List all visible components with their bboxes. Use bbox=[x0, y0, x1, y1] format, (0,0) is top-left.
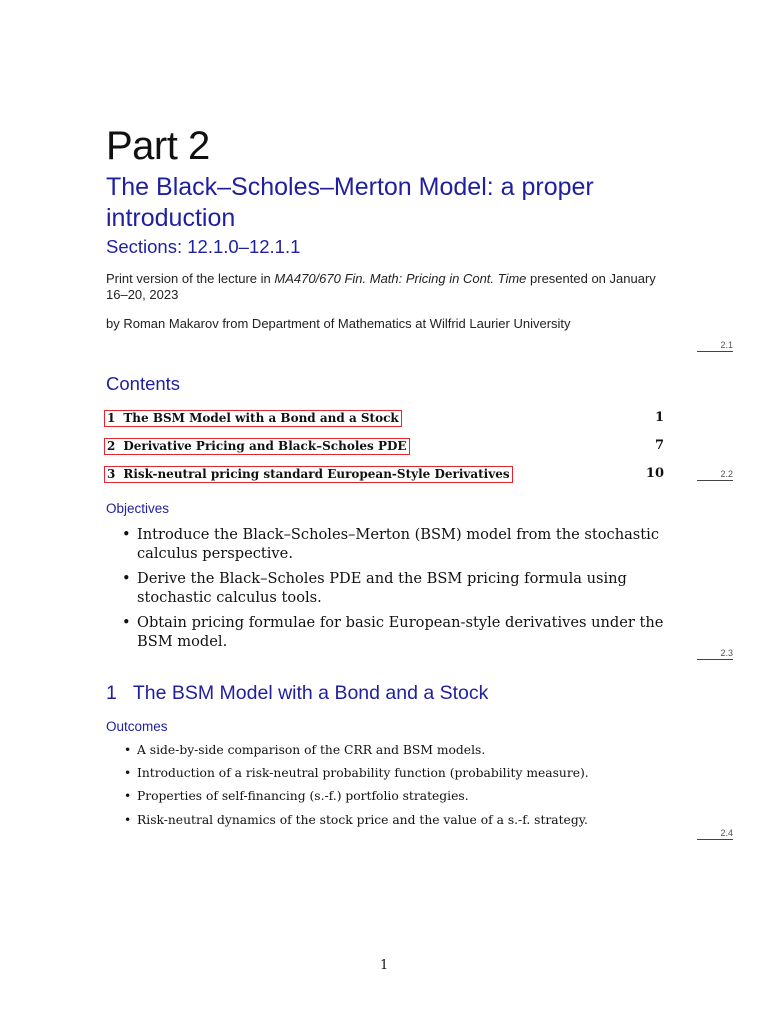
toc-title: Risk-neutral pricing standard European-Style Derivatives bbox=[123, 467, 510, 481]
print-version-suffix: presented on January 16–20, 2023 bbox=[106, 271, 656, 302]
outcome-item: • Introduction of a risk-neutral probability function (probability measure). bbox=[124, 765, 684, 781]
sections-line: Sections: 12.1.0–12.1.1 bbox=[106, 236, 301, 257]
toc-title: Derivative Pricing and Black–Scholes PDE bbox=[123, 439, 407, 453]
toc-row bbox=[104, 438, 664, 458]
section-heading bbox=[106, 682, 488, 705]
objective-item: • Derive the Black–Scholes PDE and the BSM pricing formula using stochastic calculus tools. bbox=[122, 570, 682, 607]
outcome-item: • Properties of self-financing (s.-f.) portfolio strategies. bbox=[124, 788, 684, 804]
outcome-item: • A side-by-side comparison of the CRR and BSM models. bbox=[124, 742, 684, 758]
toc-number: 3 bbox=[107, 467, 116, 481]
objective-item: • Obtain pricing formulae for basic European-style derivatives under the BSM model. bbox=[122, 614, 682, 651]
author-line: by Roman Makarov from Department of Mathematics at Wilfrid Laurier University bbox=[106, 316, 571, 331]
toc-page-number: 1 bbox=[654, 410, 664, 425]
print-version-prefix: Print version of the lecture in bbox=[106, 271, 275, 286]
main-title: The Black–Scholes–Merton Model: a proper introduction bbox=[106, 173, 594, 232]
slide-mark: 2.3 bbox=[697, 648, 733, 660]
toc-page-number: 10 bbox=[645, 466, 664, 481]
outcome-item: • Risk-neutral dynamics of the stock price and the value of a s.-f. strategy. bbox=[124, 812, 684, 828]
course-name: MA470/670 Fin. Math: Pricing in Cont. Time bbox=[274, 271, 527, 286]
section-title: The BSM Model with a Bond and a Stock bbox=[132, 682, 489, 704]
toc-row bbox=[104, 466, 664, 486]
toc-link-section-2[interactable] bbox=[104, 438, 410, 455]
page-number: 1 bbox=[380, 958, 389, 973]
objectives-heading: Objectives bbox=[106, 501, 170, 516]
toc-link-section-1[interactable] bbox=[104, 410, 402, 427]
outcomes-heading: Outcomes bbox=[106, 719, 168, 734]
toc-row bbox=[104, 410, 664, 430]
toc-link-section-3[interactable] bbox=[104, 466, 513, 483]
toc-number: 1 bbox=[107, 411, 116, 425]
toc-number: 2 bbox=[107, 439, 116, 453]
slide-mark: 2.1 bbox=[697, 340, 733, 352]
section-number: 1 bbox=[106, 682, 117, 704]
slide-mark: 2.4 bbox=[697, 828, 733, 840]
contents-heading: Contents bbox=[106, 373, 181, 394]
print-version-line bbox=[106, 271, 666, 303]
toc-page-number: 7 bbox=[654, 438, 664, 453]
slide-mark: 2.2 bbox=[697, 469, 733, 481]
objectives-list bbox=[122, 526, 682, 658]
objective-item: • Introduce the Black–Scholes–Merton (BSM) model from the stochastic calculus perspective. bbox=[122, 526, 682, 563]
outcomes-list bbox=[124, 742, 684, 835]
part-title: Part 2 bbox=[106, 124, 210, 168]
toc-title: The BSM Model with a Bond and a Stock bbox=[123, 411, 399, 425]
